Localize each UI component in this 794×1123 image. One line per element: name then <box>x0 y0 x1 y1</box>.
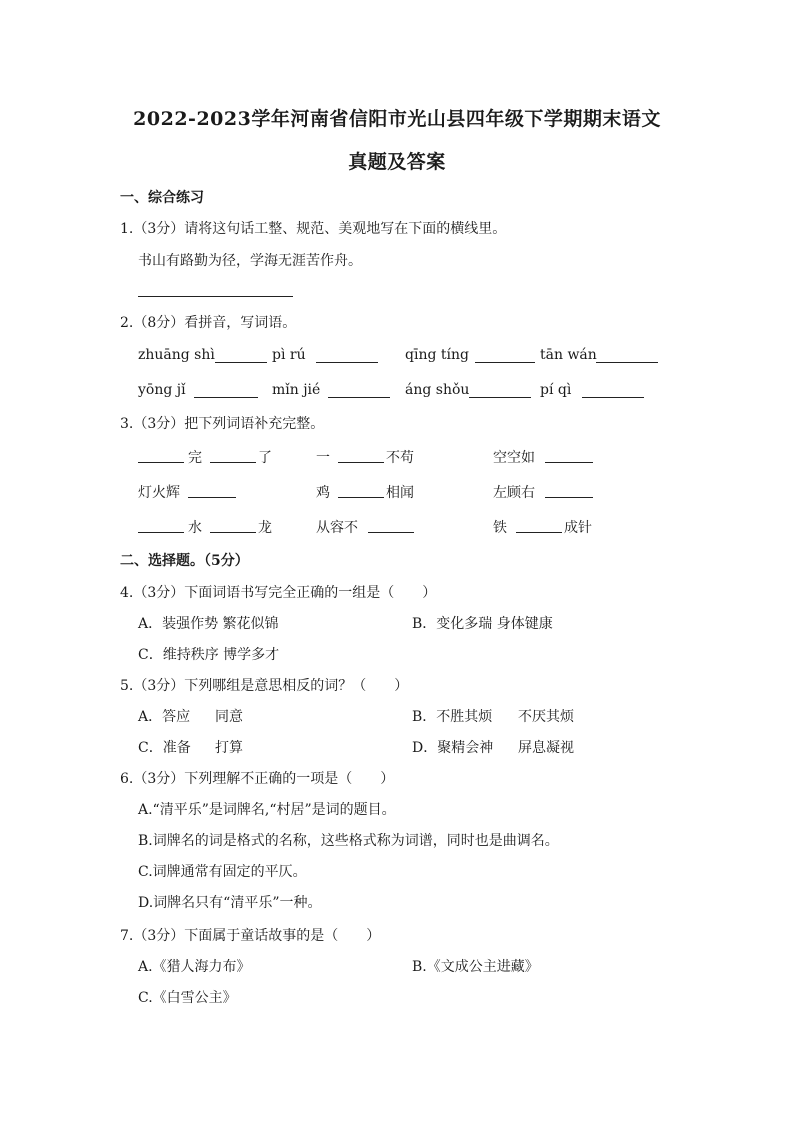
q5-option-a[interactable] <box>138 706 243 726</box>
q6-option-b[interactable]: B.词牌名的词是格式的名称，这些格式称为词谱，同时也是曲调名。 <box>138 833 559 849</box>
q2-blank-2[interactable] <box>316 362 378 363</box>
q2-blank-6[interactable] <box>328 397 390 398</box>
q3-char-d1: 灯火辉 <box>138 485 180 501</box>
q5-option-c[interactable] <box>138 737 243 757</box>
q2-pinyin-5: yōng jǐ <box>138 382 186 398</box>
q4-option-a[interactable]: A．装强作势 繁花似锦 <box>138 616 279 632</box>
q3-blank-a1[interactable] <box>210 462 256 463</box>
q5-option-b[interactable] <box>412 706 574 726</box>
q3-char-e1: 鸡 <box>316 485 330 501</box>
q3-char-i1: 铁 <box>493 520 507 536</box>
q3-blank-c1[interactable] <box>545 462 593 463</box>
q3-blank-a0[interactable] <box>138 462 184 463</box>
q4-option-c[interactable]: C．维持秩序 博学多才 <box>138 647 280 663</box>
q6-option-a[interactable]: A.“清平乐”是词牌名,“村居”是词的题目。 <box>138 802 396 818</box>
q3-char-a2: 了 <box>258 450 272 466</box>
q2-blank-5[interactable] <box>194 397 258 398</box>
q3-char-g2: 龙 <box>258 520 272 536</box>
q2-pinyin-8: pí qì <box>540 382 572 398</box>
q2-pinyin-7: áng shǒu <box>405 382 470 398</box>
q3-blank-i1[interactable] <box>516 532 562 533</box>
q4-option-b[interactable]: B．变化多瑞 身体键康 <box>412 616 553 632</box>
q5-option-c-word1: C．准备 <box>138 740 191 756</box>
q5-stem: 5.（3分）下列哪组是意思相反的词？（ ） <box>120 678 409 694</box>
q6-option-d[interactable]: D.词牌名只有“清平乐”一种。 <box>138 895 322 911</box>
q2-pinyin-2: pì rú <box>272 347 306 363</box>
q2-blank-1[interactable] <box>215 362 267 363</box>
q3-char-g1: 水 <box>188 520 202 536</box>
q3-char-i2: 成针 <box>564 520 592 536</box>
q2-blank-3[interactable] <box>475 362 535 363</box>
q7-option-a[interactable]: A.《猎人海力布》 <box>138 959 251 975</box>
q3-char-c1: 空空如 <box>493 450 535 466</box>
q3-blank-g0[interactable] <box>138 532 184 533</box>
q2-pinyin-4: tān wán <box>540 347 597 363</box>
q5-option-a-word2: 同意 <box>215 709 243 725</box>
q2-pinyin-6: mǐn jié <box>272 382 321 398</box>
q3-blank-g1[interactable] <box>210 532 256 533</box>
q3-char-b1: 一 <box>316 450 330 466</box>
q7-stem: 7.（3分）下面属于童话故事的是（ ） <box>120 928 381 944</box>
doc-title-line1: 2022-2023学年河南省信阳市光山县四年级下学期期末语文 <box>133 108 661 130</box>
doc-title-line2: 真题及答案 <box>348 151 446 173</box>
q5-option-d-word1: D．聚精会神 <box>412 740 494 756</box>
q2-pinyin-3: qīng tíng <box>405 347 469 363</box>
q1-stem: 1.（3分）请将这句话工整、规范、美观地写在下面的横线里。 <box>120 221 507 237</box>
q3-char-h1: 从容不 <box>316 520 358 536</box>
q5-option-c-word2: 打算 <box>215 740 243 756</box>
q3-blank-b1[interactable] <box>338 462 384 463</box>
q5-option-d[interactable] <box>412 737 574 757</box>
q3-blank-h1[interactable] <box>368 532 414 533</box>
q3-blank-d1[interactable] <box>188 497 236 498</box>
section-heading-1: 一、综合练习 <box>120 190 204 206</box>
q2-stem: 2.（8分）看拼音，写词语。 <box>120 315 297 331</box>
q5-option-d-word2: 屏息凝视 <box>518 740 574 756</box>
q5-option-a-word1: A．答应 <box>138 709 191 725</box>
q7-option-b[interactable]: B.《文成公主进藏》 <box>412 959 539 975</box>
q6-option-c[interactable]: C.词牌通常有固定的平仄。 <box>138 864 307 880</box>
q3-blank-f1[interactable] <box>545 497 593 498</box>
q1-answer-line[interactable] <box>138 296 293 297</box>
q3-char-f1: 左顾右 <box>493 485 535 501</box>
q3-char-a1: 完 <box>188 450 202 466</box>
section-heading-2: 二、选择题。（5分） <box>120 553 249 569</box>
q3-blank-e1[interactable] <box>338 497 384 498</box>
q1-sentence: 书山有路勤为径，学海无涯苦作舟。 <box>138 253 362 269</box>
q4-stem: 4.（3分）下面词语书写完全正确的一组是（ ） <box>120 585 437 601</box>
q5-option-b-word1: B．不胜其烦 <box>412 709 493 725</box>
q2-blank-8[interactable] <box>582 397 644 398</box>
q6-stem: 6.（3分）下列理解不正确的一项是（ ） <box>120 771 395 787</box>
q5-option-b-word2: 不厌其烦 <box>518 709 574 725</box>
q2-pinyin-1: zhuāng shì <box>138 347 215 363</box>
q2-blank-7[interactable] <box>469 397 531 398</box>
q7-option-c[interactable]: C.《白雪公主》 <box>138 990 237 1006</box>
q3-char-b2: 不苟 <box>386 450 414 466</box>
q2-blank-4[interactable] <box>596 362 658 363</box>
q3-stem: 3.（3分）把下列词语补充完整。 <box>120 416 325 432</box>
q3-char-e2: 相闻 <box>386 485 414 501</box>
